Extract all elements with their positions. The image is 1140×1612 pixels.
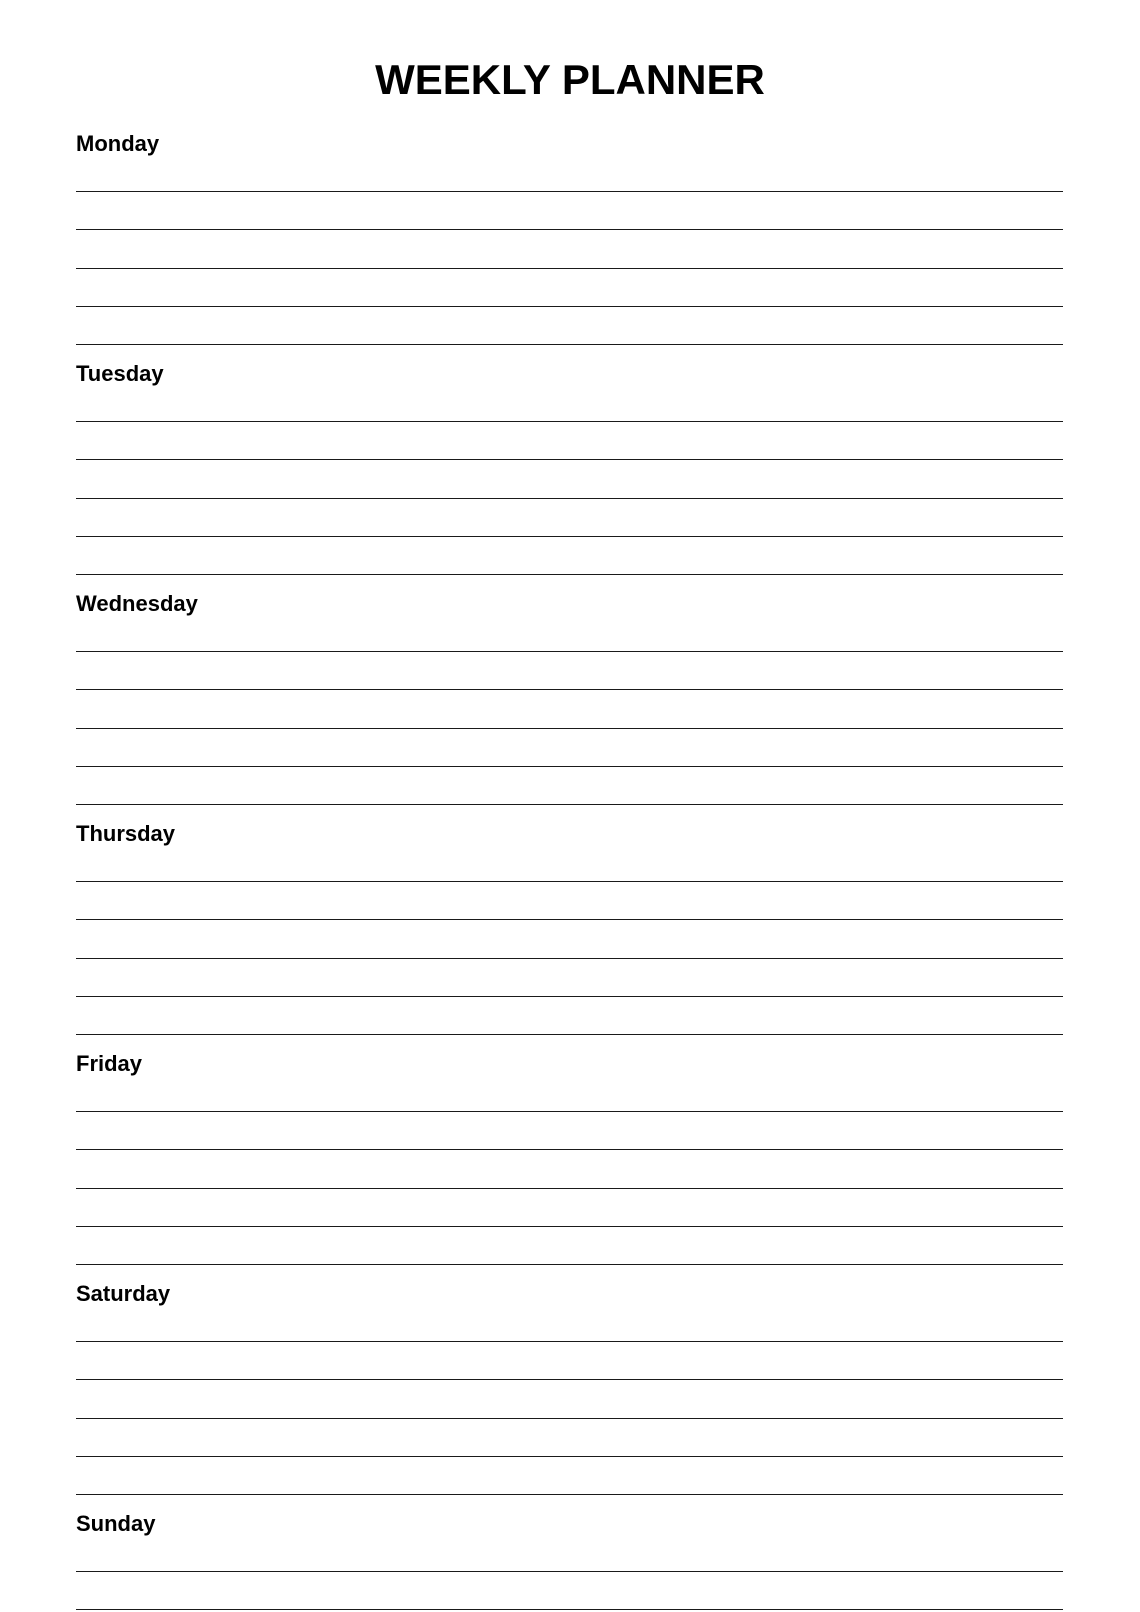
- writing-line: [76, 766, 1063, 767]
- day-label-sunday: Sunday: [76, 1511, 156, 1536]
- writing-line: [76, 1609, 1063, 1610]
- writing-line: [76, 1571, 1063, 1572]
- writing-line: [76, 651, 1063, 652]
- writing-line: [76, 536, 1063, 537]
- writing-line: [76, 344, 1063, 345]
- day-label-friday: Friday: [76, 1051, 143, 1076]
- writing-line: [76, 574, 1063, 575]
- writing-line: [76, 1264, 1063, 1265]
- writing-line: [76, 459, 1063, 460]
- writing-line: [76, 191, 1063, 192]
- writing-line: [76, 1418, 1063, 1419]
- day-label-monday: Monday: [76, 131, 160, 156]
- writing-line: [76, 498, 1063, 499]
- writing-line: [76, 1494, 1063, 1495]
- writing-line: [76, 881, 1063, 882]
- writing-line: [76, 1034, 1063, 1035]
- writing-line: [76, 1188, 1063, 1189]
- writing-line: [76, 919, 1063, 920]
- day-label-wednesday: Wednesday: [76, 591, 198, 616]
- day-label-thursday: Thursday: [76, 821, 176, 846]
- day-label-tuesday: Tuesday: [76, 361, 164, 386]
- writing-line: [76, 421, 1063, 422]
- writing-line: [76, 958, 1063, 959]
- writing-line: [76, 689, 1063, 690]
- writing-line: [76, 306, 1063, 307]
- writing-line: [76, 996, 1063, 997]
- writing-line: [76, 1341, 1063, 1342]
- writing-line: [76, 229, 1063, 230]
- writing-line: [76, 804, 1063, 805]
- writing-line: [76, 728, 1063, 729]
- writing-line: [76, 1379, 1063, 1380]
- writing-line: [76, 1149, 1063, 1150]
- writing-line: [76, 1111, 1063, 1112]
- writing-line: [76, 1456, 1063, 1457]
- writing-line: [76, 268, 1063, 269]
- writing-line: [76, 1226, 1063, 1227]
- page-title: WEEKLY PLANNER: [375, 56, 765, 103]
- day-label-saturday: Saturday: [76, 1281, 171, 1306]
